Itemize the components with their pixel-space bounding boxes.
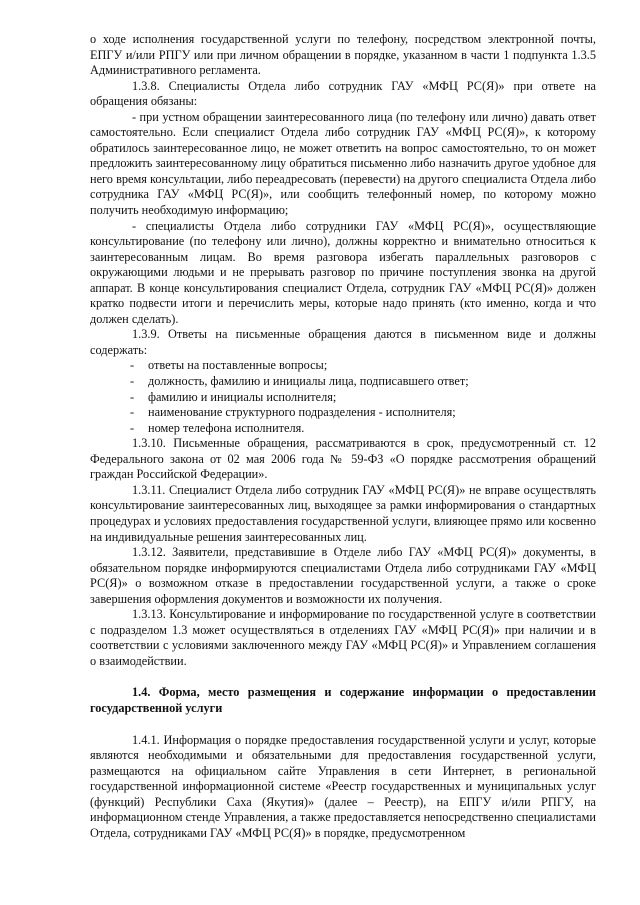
list-dash: - [130,420,135,435]
list-dash: - [130,389,135,404]
document-body [90,32,596,841]
paragraph-oral-request: - при устном обращении заинтересованного лица (по телефону или лично) давать ответ самостоятельно. Если специалист Отдела либо сотрудник ГАУ «МФЦ РС(Я)», к которому обратилось заинтересованное лицо, не может ответить на вопрос самостоятельно, то он может предложить заинтересованному лицу обратиться письменно либо назначить другое удобное для него время консультации, либо переадресовать (перевести) на другого специалиста Отдела либо сотрудника ГАУ «МФЦ РС(Я)», или сообщить телефонный номер, по которому можно получить необходимую информацию; [90,109,596,218]
list-item-text: должность, фамилию и инициалы лица, подписавшего ответ; [148,374,469,389]
list-item [90,421,596,437]
paragraph-intro: о ходе исполнения государственной услуги по телефону, посредством электронной почты, ЕПГУ и/или РПГУ или при личном обращении в порядке, указанном в части 1 подпункта 1.3.5 Административного регламента. [90,32,596,78]
list-dash: - [130,405,135,420]
paragraph-1-3-12: 1.3.12. Заявители, представившие в Отделе либо ГАУ «МФЦ РС(Я)» документы, в обязательном порядке информируются специалистами Отдела либо сотрудниками ГАУ «МФЦ РС(Я)» о возможном отказе в предоставлении государственной услуги, а также о сроке завершения оформления документов и возможности их получения. [90,545,596,606]
list-item-text: фамилию и инициалы исполнителя; [148,389,337,404]
paragraph-1-3-10: 1.3.10. Письменные обращения, рассматриваются в срок, предусмотренный ст. 12 Федерального закона от 02 мая 2006 года № 59-ФЗ «О порядке рассмотрения обращений граждан Российской Федерации». [90,436,596,482]
paragraph-1-3-9: 1.3.9. Ответы на письменные обращения даются в письменном виде и должны содержать: [90,327,596,357]
paragraph-1-3-8: 1.3.8. Специалисты Отдела либо сотрудник ГАУ «МФЦ РС(Я)» при ответе на обращения обязаны: [90,78,596,109]
paragraph-consulting-behavior: - специалисты Отдела либо сотрудники ГАУ «МФЦ РС(Я)», осуществляющие консультирование (по телефону или лично), должны корректно и внимательно относиться к заинтересованным лицам. Во время разговора избегать параллельных разговоров с окружающими людьми и не прерывать разговор по причине поступления звонка на другой аппарат. В конце консультирования специалист Отдела, сотрудник ГАУ «МФЦ РС(Я)» должен кратко подвести итоги и перечислить меры, которые надо принять (кто именно, когда и что должен сделать). [90,218,596,326]
list-item [90,374,596,390]
list-item-text: наименование структурного подразделения - исполнителя; [148,405,456,420]
paragraph-1-3-11: 1.3.11. Специалист Отдела либо сотрудник ГАУ «МФЦ РС(Я)» не вправе осуществлять консультирование заинтересованных лиц, выходящее за рамки информирования о стандартных процедурах и условиях предоставления государственной услуги, влияющее прямо или косвенно на индивидуальные решения заинтересованных лиц. [90,482,596,544]
list-item [90,390,596,406]
section-heading-1-4: 1.4. Форма, место размещения и содержание информации о предоставлении государственной услуги [90,685,596,715]
list-item-text: ответы на поставленные вопросы; [148,358,328,373]
list-dash: - [130,374,135,389]
paragraph-1-4-1: 1.4.1. Информация о порядке предоставления государственной услуги и услуг, которые являются необходимыми и обязательными для предоставления государственной услуги, размещаются на официальном сайте Управления в сети Интернет, в региональной государственной информационной системе «Реестр государственных и муниципальных услуг (функций) Республики Саха (Якутия)» (далее – Реестр), на ЕПГУ и/или РПГУ, на информационном стенде Управления, а также предоставляется непосредственно специалистами Отдела, сотрудниками ГАУ «МФЦ РС(Я)» в порядке, предусмотренном [90,732,596,840]
list-item-text: номер телефона исполнителя. [148,420,305,435]
list-item [90,358,596,374]
paragraph-1-3-13: 1.3.13. Консультирование и информирование по государственной услуге в соответствии с подразделом 1.3 может осуществляться в отделениях ГАУ «МФЦ РС(Я)» при наличии и в соответствии с условиями заключенного между ГАУ «МФЦ РС(Я)» и Управлением соглашения о взаимодействии. [90,607,596,668]
list-item [90,405,596,421]
list-dash: - [130,358,135,373]
